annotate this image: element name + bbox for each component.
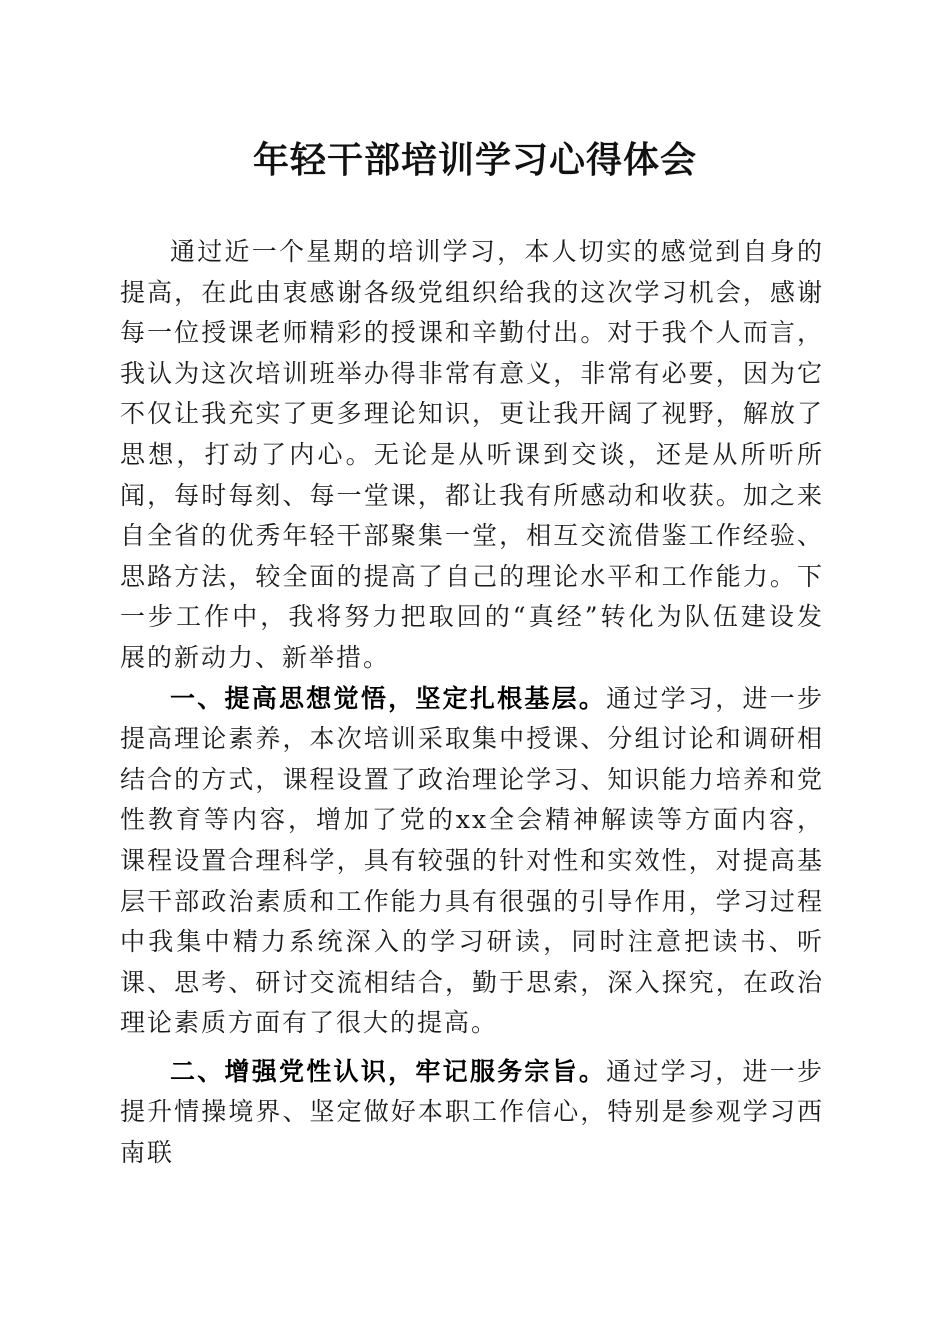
paragraph-gap xyxy=(120,1044,824,1052)
paragraph-section-2 xyxy=(120,1052,824,1174)
document-body xyxy=(120,232,824,1174)
paragraph-section-1 xyxy=(120,679,824,1044)
paragraph-text: 通过学习，进一步提高理论素养，本次培训采取集中授课、分组讨论和调研相结合的方式，课程设置了政治理论学习、知识能力培养和党性教育等内容，增加了党的xx全会精神解读等方面内容，课程设置合理科学，具有较强的针对性和实效性，对提高基层干部政治素质和工作能力具有很强的引导作用，学习过程中我集中精力系统深入的学习研读，同时注意把读书、听课、思考、研讨交流相结合，勤于思索，深入探究，在政治理论素质方面有了很大的提高。 xyxy=(120,683,824,1038)
paragraph-text: 通过近一个星期的培训学习，本人切实的感觉到自身的提高，在此由衷感谢各级党组织给我的这次学习机会，感谢每一位授课老师精彩的授课和辛勤付出。对于我个人而言，我认为这次培训班举办得非常有意义，非常有必要，因为它不仅让我充实了更多理论知识，更让我开阔了视野，解放了思想，打动了内心。无论是从听课到交谈，还是从所听所闻，每时每刻、每一堂课，都让我有所感动和收获。加之来自全省的优秀年轻干部聚集一堂，相互交流借鉴工作经验、思路方法，较全面的提高了自己的理论水平和工作能力。下一步工作中，我将努力把取回的“真经”转化为队伍建设发展的新动力、新举措。 xyxy=(120,237,824,672)
paragraph-text: 通过学习，进一步提升情操境界、坚定做好本职工作信心，特别是参观学习西南联 xyxy=(120,1056,824,1168)
document-title: 年轻干部培训学习心得体会 xyxy=(252,139,697,181)
section-heading: 二、增强党性认识，牢记服务宗旨。 xyxy=(170,1056,607,1086)
section-heading: 一、提高思想觉悟，坚定扎根基层。 xyxy=(170,683,607,713)
paragraph-intro xyxy=(120,232,824,679)
